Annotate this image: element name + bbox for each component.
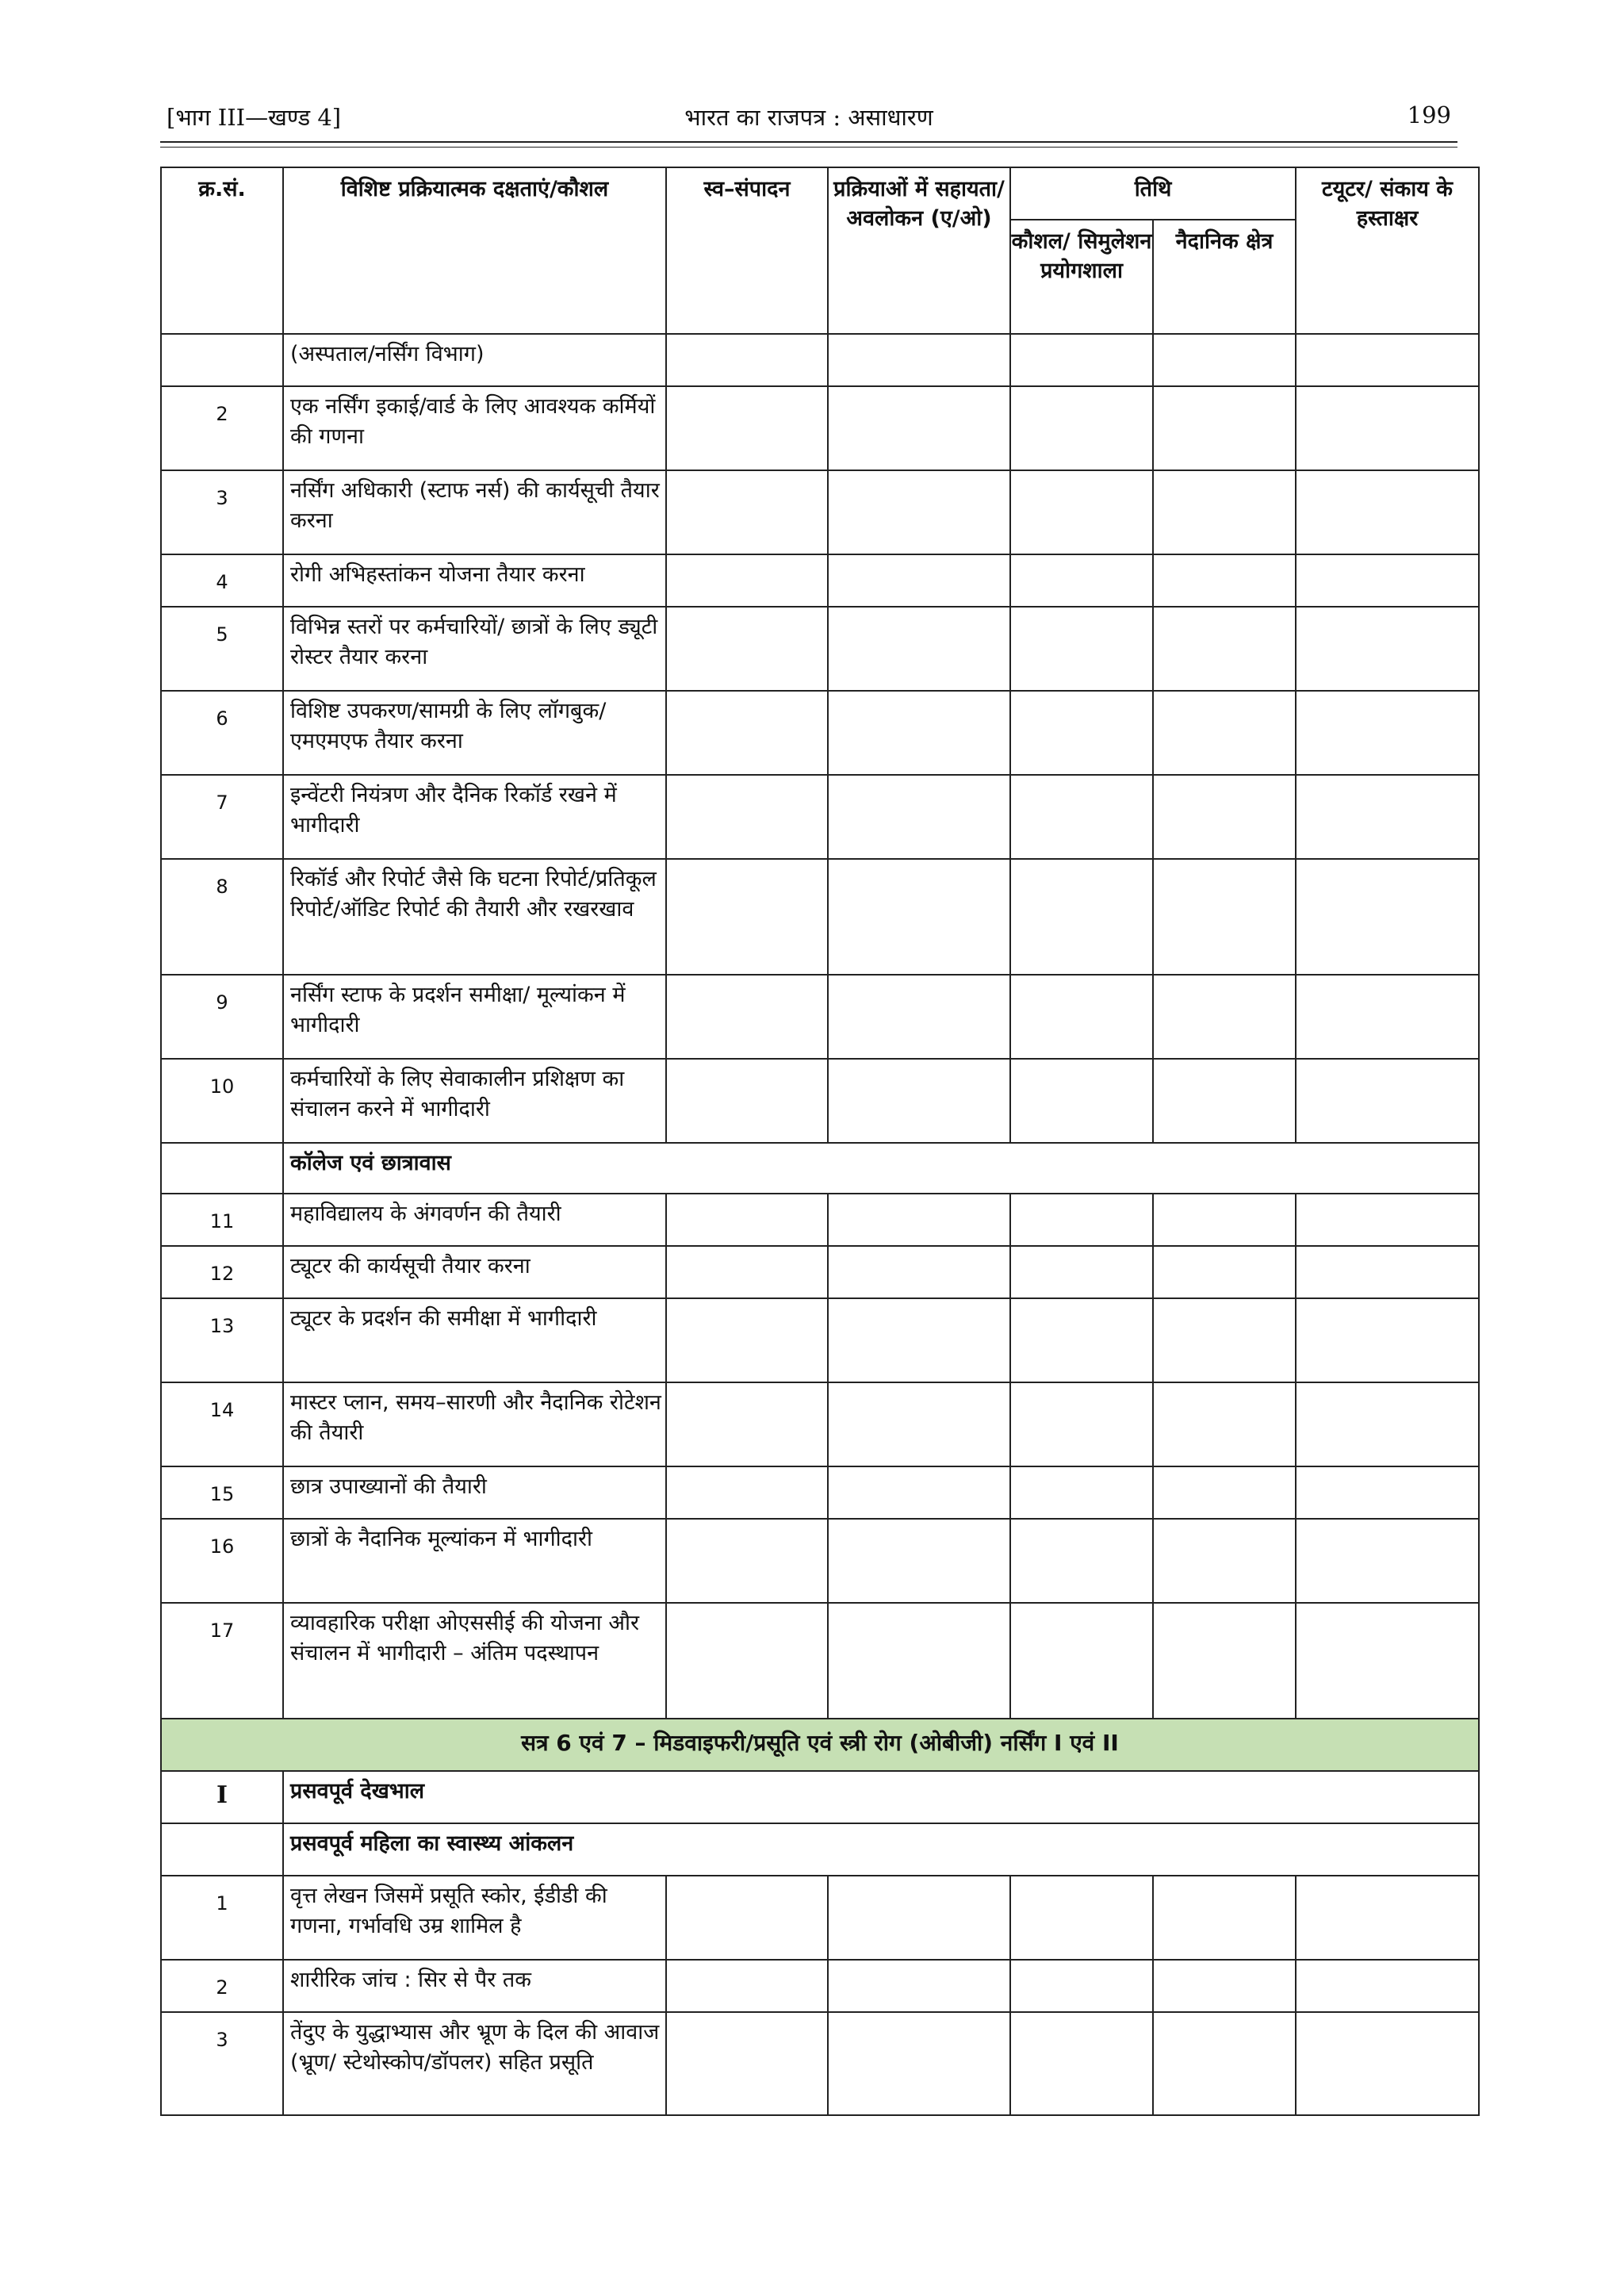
- table-row: [161, 1960, 1479, 2012]
- cell-lab: [1010, 1960, 1153, 2012]
- cell-clinical: [1153, 554, 1296, 607]
- cell-clinical: [1153, 1298, 1296, 1382]
- table-row: [161, 1382, 1479, 1466]
- cell-assist: [828, 386, 1010, 470]
- table-row: [161, 607, 1479, 691]
- cell-assist: [828, 1059, 1010, 1143]
- cell-clinical: [1153, 1519, 1296, 1603]
- cell-clinical: [1153, 1603, 1296, 1719]
- header-rule: [160, 141, 1457, 143]
- row-num: 7: [161, 775, 283, 859]
- row-skill: नर्सिंग अधिकारी (स्टाफ नर्स) की कार्यसूची तैयार करना: [283, 470, 666, 554]
- cell-self: [666, 1194, 828, 1246]
- table-row: [161, 1466, 1479, 1519]
- cell-sign: [1296, 1466, 1479, 1519]
- row-skill: विभिन्न स्तरों पर कर्मचारियों/ छात्रों के लिए ड्यूटी रोस्टर तैयार करना: [283, 607, 666, 691]
- cell-sign: [1296, 1960, 1479, 2012]
- col-header-self: स्व–संपादन: [666, 167, 828, 334]
- cell-assist: [828, 470, 1010, 554]
- cell-lab: [1010, 1519, 1153, 1603]
- table-row: [161, 691, 1479, 775]
- row-skill: (अस्पताल/नर्सिंग विभाग): [283, 334, 666, 386]
- cell-lab: [1010, 975, 1153, 1059]
- cell-self: [666, 1382, 828, 1466]
- cell-sign: [1296, 2012, 1479, 2115]
- header-rule-thin: [160, 147, 1457, 148]
- page-header: [160, 102, 1457, 138]
- cell-self: [666, 386, 828, 470]
- col-header-num: क्र.सं.: [161, 167, 283, 334]
- cell-clinical: [1153, 1246, 1296, 1298]
- col-header-lab: कौशल/ सिमुलेशन प्रयोगशाला: [1010, 220, 1153, 334]
- cell-lab: [1010, 1194, 1153, 1246]
- row-num: [161, 1143, 283, 1194]
- cell-clinical: [1153, 1960, 1296, 2012]
- cell-clinical: [1153, 386, 1296, 470]
- row-skill: नर्सिंग स्टाफ के प्रदर्शन समीक्षा/ मूल्यांकन में भागीदारी: [283, 975, 666, 1059]
- cell-sign: [1296, 859, 1479, 975]
- cell-clinical: [1153, 1876, 1296, 1960]
- session-banner-row: [161, 1719, 1479, 1771]
- cell-sign: [1296, 1519, 1479, 1603]
- cell-self: [666, 1603, 828, 1719]
- row-skill: मास्टर प्लान, समय–सारणी और नैदानिक रोटेशन की तैयारी: [283, 1382, 666, 1466]
- cell-clinical: [1153, 975, 1296, 1059]
- table-row: [161, 1194, 1479, 1246]
- table-row: [161, 1876, 1479, 1960]
- cell-assist: [828, 1194, 1010, 1246]
- section-row-college: [161, 1143, 1479, 1194]
- row-skill: एक नर्सिंग इकाई/वार्ड के लिए आवश्यक कर्मियों की गणना: [283, 386, 666, 470]
- row-skill: छात्र उपाख्यानों की तैयारी: [283, 1466, 666, 1519]
- cell-sign: [1296, 334, 1479, 386]
- cell-sign: [1296, 470, 1479, 554]
- cell-lab: [1010, 1246, 1153, 1298]
- row-num: 3: [161, 2012, 283, 2115]
- cell-assist: [828, 1382, 1010, 1466]
- cell-assist: [828, 775, 1010, 859]
- cell-lab: [1010, 775, 1153, 859]
- cell-lab: [1010, 1298, 1153, 1382]
- row-num: 1: [161, 1876, 283, 1960]
- col-header-date: तिथि: [1010, 167, 1296, 220]
- cell-assist: [828, 1876, 1010, 1960]
- subsection-row: [161, 1823, 1479, 1876]
- table-row: [161, 859, 1479, 975]
- cell-clinical: [1153, 859, 1296, 975]
- cell-lab: [1010, 859, 1153, 975]
- cell-self: [666, 607, 828, 691]
- row-skill: रिकॉर्ड और रिपोर्ट जैसे कि घटना रिपोर्ट/प्रतिकूल रिपोर्ट/ऑडिट रिपोर्ट की तैयारी और रखरखाव: [283, 859, 666, 975]
- cell-self: [666, 470, 828, 554]
- row-num: [161, 334, 283, 386]
- cell-self: [666, 859, 828, 975]
- row-skill: रोगी अभिहस्तांकन योजना तैयार करना: [283, 554, 666, 607]
- session-title: सत्र 6 एवं 7 – मिडवाइफरी/प्रसूति एवं स्त्री रोग (ओबीजी) नर्सिंग I एवं II: [161, 1719, 1479, 1771]
- cell-lab: [1010, 691, 1153, 775]
- row-skill: तेंदुए के युद्धाभ्यास और भ्रूण के दिल की आवाज (भ्रूण/ स्टेथोस्कोप/डॉपलर) सहित प्रसूति: [283, 2012, 666, 2115]
- row-num: 9: [161, 975, 283, 1059]
- header-gazette-title: भारत का राजपत्र : असाधारण: [684, 104, 933, 131]
- section-heading-antenatal: प्रसवपूर्व देखभाल: [283, 1771, 1479, 1823]
- cell-clinical: [1153, 1194, 1296, 1246]
- cell-assist: [828, 1603, 1010, 1719]
- cell-self: [666, 1519, 828, 1603]
- cell-clinical: [1153, 607, 1296, 691]
- cell-assist: [828, 554, 1010, 607]
- cell-self: [666, 1876, 828, 1960]
- cell-self: [666, 1246, 828, 1298]
- row-num: 12: [161, 1246, 283, 1298]
- cell-sign: [1296, 691, 1479, 775]
- cell-assist: [828, 334, 1010, 386]
- row-num: 16: [161, 1519, 283, 1603]
- cell-lab: [1010, 1059, 1153, 1143]
- cell-sign: [1296, 1298, 1479, 1382]
- cell-assist: [828, 1960, 1010, 2012]
- cell-sign: [1296, 554, 1479, 607]
- cell-lab: [1010, 554, 1153, 607]
- row-skill: विशिष्ट उपकरण/सामग्री के लिए लॉगबुक/एमएमएफ तैयार करना: [283, 691, 666, 775]
- cell-assist: [828, 1519, 1010, 1603]
- row-num: 13: [161, 1298, 283, 1382]
- cell-assist: [828, 975, 1010, 1059]
- row-skill: ट्यूटर के प्रदर्शन की समीक्षा में भागीदारी: [283, 1298, 666, 1382]
- cell-assist: [828, 1246, 1010, 1298]
- row-skill: वृत्त लेखन जिसमें प्रसूति स्कोर, ईडीडी की गणना, गर्भावधि उम्र शामिल है: [283, 1876, 666, 1960]
- cell-assist: [828, 691, 1010, 775]
- cell-self: [666, 775, 828, 859]
- table-row: [161, 470, 1479, 554]
- row-skill: कर्मचारियों के लिए सेवाकालीन प्रशिक्षण का संचालन करने में भागीदारी: [283, 1059, 666, 1143]
- col-header-skill: विशिष्ट प्रक्रियात्मक दक्षताएं/कौशल: [283, 167, 666, 334]
- competency-table: [160, 167, 1480, 2116]
- cell-sign: [1296, 1059, 1479, 1143]
- cell-sign: [1296, 775, 1479, 859]
- row-num: 6: [161, 691, 283, 775]
- cell-clinical: [1153, 1466, 1296, 1519]
- row-num: 4: [161, 554, 283, 607]
- table-row: [161, 1298, 1479, 1382]
- table-row: [161, 1519, 1479, 1603]
- cell-lab: [1010, 1876, 1153, 1960]
- cell-sign: [1296, 1246, 1479, 1298]
- cell-sign: [1296, 607, 1479, 691]
- cell-self: [666, 1466, 828, 1519]
- cell-lab: [1010, 2012, 1153, 2115]
- col-header-assist: प्रक्रियाओं में सहायता/ अवलोकन (ए/ओ): [828, 167, 1010, 334]
- row-num: 10: [161, 1059, 283, 1143]
- cell-self: [666, 1960, 828, 2012]
- cell-assist: [828, 2012, 1010, 2115]
- row-num: 8: [161, 859, 283, 975]
- section-row-antenatal: [161, 1771, 1479, 1823]
- cell-self: [666, 975, 828, 1059]
- cell-sign: [1296, 1603, 1479, 1719]
- cell-self: [666, 554, 828, 607]
- cell-lab: [1010, 386, 1153, 470]
- cell-assist: [828, 607, 1010, 691]
- row-skill: शारीरिक जांच : सिर से पैर तक: [283, 1960, 666, 2012]
- row-num: 3: [161, 470, 283, 554]
- row-num: [161, 1823, 283, 1876]
- cell-sign: [1296, 386, 1479, 470]
- row-skill: महाविद्यालय के अंगवर्णन की तैयारी: [283, 1194, 666, 1246]
- cell-clinical: [1153, 334, 1296, 386]
- col-header-clinical: नैदानिक क्षेत्र: [1153, 220, 1296, 334]
- cell-self: [666, 1059, 828, 1143]
- cell-self: [666, 691, 828, 775]
- table-row: [161, 1603, 1479, 1719]
- section-number: I: [161, 1771, 283, 1823]
- row-num: 5: [161, 607, 283, 691]
- row-num: 11: [161, 1194, 283, 1246]
- cell-lab: [1010, 607, 1153, 691]
- table-row: [161, 334, 1479, 386]
- cell-sign: [1296, 1382, 1479, 1466]
- row-skill: ट्यूटर की कार्यसूची तैयार करना: [283, 1246, 666, 1298]
- table-row: [161, 2012, 1479, 2115]
- cell-clinical: [1153, 470, 1296, 554]
- row-skill: इन्वेंटरी नियंत्रण और दैनिक रिकॉर्ड रखने में भागीदारी: [283, 775, 666, 859]
- page-number: 199: [1407, 102, 1451, 128]
- cell-clinical: [1153, 775, 1296, 859]
- cell-self: [666, 1298, 828, 1382]
- subsection-heading: प्रसवपूर्व महिला का स्वास्थ्य आंकलन: [283, 1823, 1479, 1876]
- cell-lab: [1010, 334, 1153, 386]
- row-num: 2: [161, 386, 283, 470]
- cell-assist: [828, 1466, 1010, 1519]
- cell-assist: [828, 859, 1010, 975]
- table-row: [161, 975, 1479, 1059]
- cell-lab: [1010, 1603, 1153, 1719]
- row-num: 17: [161, 1603, 283, 1719]
- header-part-section: [भाग III—खण्ड 4]: [167, 104, 342, 131]
- cell-assist: [828, 1298, 1010, 1382]
- cell-clinical: [1153, 1059, 1296, 1143]
- cell-clinical: [1153, 2012, 1296, 2115]
- table-row: [161, 1059, 1479, 1143]
- row-num: 14: [161, 1382, 283, 1466]
- row-num: 15: [161, 1466, 283, 1519]
- cell-sign: [1296, 975, 1479, 1059]
- cell-lab: [1010, 470, 1153, 554]
- table-row: [161, 775, 1479, 859]
- cell-lab: [1010, 1382, 1153, 1466]
- table-row: [161, 1246, 1479, 1298]
- table-row: [161, 386, 1479, 470]
- col-header-sign: टयूटर/ संकाय के हस्ताक्षर: [1296, 167, 1479, 334]
- table-row: [161, 554, 1479, 607]
- cell-lab: [1010, 1466, 1153, 1519]
- cell-clinical: [1153, 691, 1296, 775]
- cell-sign: [1296, 1876, 1479, 1960]
- row-skill: व्यावहारिक परीक्षा ओएससीई की योजना और संचालन में भागीदारी – अंतिम पदस्थापन: [283, 1603, 666, 1719]
- section-heading-college: कॉलेज एवं छात्रावास: [283, 1143, 1479, 1194]
- row-num: 2: [161, 1960, 283, 2012]
- cell-self: [666, 2012, 828, 2115]
- cell-sign: [1296, 1194, 1479, 1246]
- cell-clinical: [1153, 1382, 1296, 1466]
- cell-self: [666, 334, 828, 386]
- row-skill: छात्रों के नैदानिक मूल्यांकन में भागीदारी: [283, 1519, 666, 1603]
